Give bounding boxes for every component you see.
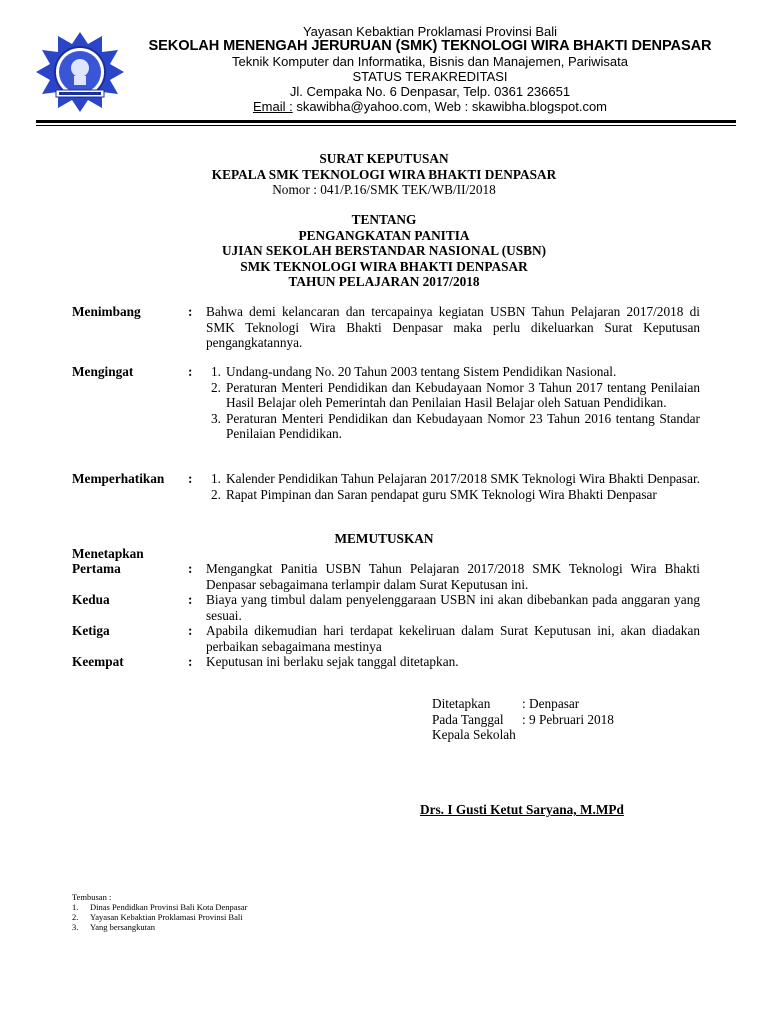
letterhead-rule-thick <box>36 120 736 123</box>
decision-text-pertama: Mengangkat Panitia USBN Tahun Pelajaran 2017/2018 SMK Teknologi Wira Bhakti Denpasar sebagaimana terlampir dalam Surat Keputusan ini. <box>206 561 700 592</box>
subject-line-2: PENGANGKATAN PANITIA <box>298 227 470 243</box>
school-address: Jl. Cempaka No. 6 Denpasar, Telp. 0361 236651 <box>289 84 571 99</box>
email-label: Email : <box>252 99 293 114</box>
school-crest-icon <box>34 30 126 114</box>
decision-text-keempat: Keputusan ini berlaku sejak tanggal ditetapkan. <box>206 654 459 669</box>
subject-line-3: UJIAN SEKOLAH BERSTANDAR NASIONAL (USBN) <box>221 243 547 258</box>
decision-text-kedua: Biaya yang timbul dalam penyelenggaraan USBN ini akan dibebankan pada anggaran yang sesuai. <box>206 592 700 623</box>
menimbang-colon: : <box>188 304 193 319</box>
signature-block <box>432 696 614 743</box>
menetapkan-label: Menetapkan <box>72 546 144 561</box>
memperhatikan-list <box>196 471 700 502</box>
list-item: 1. Undang-undang No. 20 Tahun 2003 tentang Sistem Pendidikan Nasional. <box>211 364 617 379</box>
menimbang-label: Menimbang <box>72 304 141 319</box>
foundation-name: Yayasan Kebaktian Proklamasi Provinsi Bali <box>302 24 558 39</box>
list-item: 2. Yayasan Kebaktian Proklamasi Provinsi Bali <box>72 912 243 922</box>
subject-line-5: TAHUN PELAJARAN 2017/2018 <box>288 274 480 289</box>
list-item: 3. Yang bersangkutan <box>72 922 156 932</box>
list-item: 1. Kalender Pendidikan Tahun Pelajaran 2017/2018 SMK Teknologi Wira Bhakti Denpasar. <box>211 471 700 486</box>
document-subject <box>0 212 768 290</box>
title-line-1: SURAT KEPUTUSAN <box>319 151 449 166</box>
school-programs: Teknik Komputer dan Informatika, Bisnis dan Manajemen, Pariwisata <box>232 54 628 69</box>
mengingat-colon: : <box>188 364 193 379</box>
menimbang-text: Bahwa demi kelancaran dan tercapainya kegiatan USBN Tahun Pelajaran 2017/2018 di SMK Teknologi Wira Bhakti Denpasar maka perlu dikeluarkan Surat Keputusan pengangkatannya. <box>206 304 700 350</box>
mengingat-list <box>196 364 700 442</box>
place-label: Ditetapkan <box>432 696 491 711</box>
list-item: 1. Dinas Pendidkan Provinsi Bali Kota Denpasar <box>72 902 248 912</box>
subject-line-4: SMK TEKNOLOGI WIRA BHAKTI DENPASAR <box>240 258 528 274</box>
accreditation-status: STATUS TERAKREDITASI <box>352 69 508 84</box>
school-name: SEKOLAH MENENGAH JERURUAN (SMK) TEKNOLOGI WIRA BHAKTI DENPASAR <box>148 38 712 54</box>
decision-colon: : <box>188 654 193 669</box>
decision-label-ketiga: Ketiga <box>72 623 110 638</box>
school-contact <box>130 99 730 114</box>
date-label: Pada Tanggal <box>432 711 504 727</box>
list-item: 3. Peraturan Menteri Pendidikan dan Kebudayaan Nomor 23 Tahun 2016 tentang Standar Penilaian Pendidikan. <box>211 410 700 441</box>
contact-details: skawibha@yahoo.com, Web : skawibha.blogspot.com <box>292 99 607 114</box>
list-item: 2. Peraturan Menteri Pendidikan dan Kebudayaan Nomor 3 Tahun 2017 tentang Penilaian Hasil Belajar oleh Pemerintah dan Penilaian Hasil Belajar oleh Satuan Pendidikan. <box>211 379 700 410</box>
memutuskan-heading: MEMUTUSKAN <box>334 531 434 546</box>
mengingat-label: Mengingat <box>72 364 134 379</box>
letterhead-rule-thin <box>36 125 736 126</box>
decision-label-keempat: Keempat <box>72 654 124 669</box>
memperhatikan-colon: : <box>188 471 193 486</box>
signer-name: Drs. I Gusti Ketut Saryana, M.MPd <box>420 802 624 817</box>
title-line-2: KEPALA SMK TEKNOLOGI WIRA BHAKTI DENPASAR <box>211 166 557 182</box>
place-value: : Denpasar <box>522 696 580 711</box>
decision-label-kedua: Kedua <box>72 592 110 607</box>
decision-label-pertama: Pertama <box>72 561 121 576</box>
decision-colon: : <box>188 561 193 576</box>
decision-colon: : <box>188 623 193 638</box>
tembusan-label: Tembusan : <box>72 892 112 902</box>
date-value: : 9 Pebruari 2018 <box>522 711 614 727</box>
letterhead <box>0 0 768 118</box>
document-title <box>0 151 768 198</box>
memperhatikan-label: Memperhatikan <box>72 471 165 486</box>
document-number: Nomor : 041/P.16/SMK TEK/WB/II/2018 <box>272 182 496 197</box>
signer-position: Kepala Sekolah <box>432 727 516 742</box>
decision-text-ketiga: Apabila dikemudian hari terdapat kekeliruan dalam Surat Keputusan ini, akan diadakan perbaikan sebagaimana mestinya <box>206 623 700 654</box>
tembusan-block <box>72 892 247 932</box>
decision-colon: : <box>188 592 193 607</box>
list-item: 2. Rapat Pimpinan dan Saran pendapat guru SMK Teknologi Wira Bhakti Denpasar <box>211 486 657 502</box>
subject-line-1: TENTANG <box>351 212 417 227</box>
letterhead-text <box>130 24 730 114</box>
